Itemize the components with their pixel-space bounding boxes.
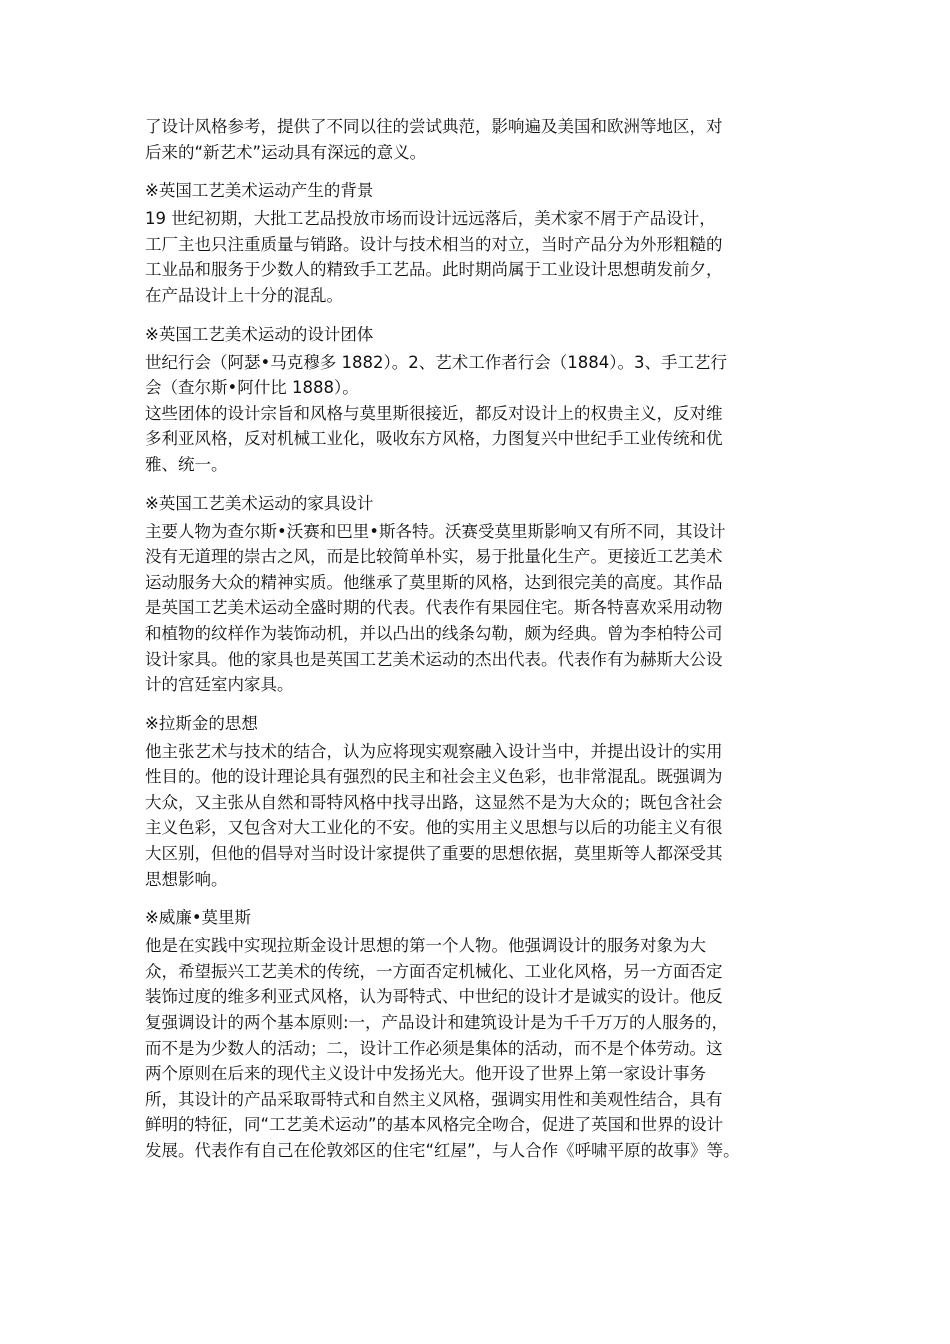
section-heading: ※英国工艺美术运动产生的背景 — [145, 181, 374, 201]
text-line: 鲜明的特征，同“工艺美术运动”的基本风格完全吻合，促进了英国和世界的设计 — [145, 1115, 724, 1135]
text-line: 思想影响。 — [145, 869, 228, 889]
text-line: 这些团体的设计宗旨和风格与莫里斯很接近，都反对设计上的权贵主义，反对维 — [145, 403, 723, 423]
text-line: 而不是为少数人的活动；二，设计工作必须是集体的活动，而不是个体劳动。这 — [145, 1038, 723, 1058]
text-line: 工厂主也只注重质量与销路。设计与技术相当的对立，当时产品分为外形粗糙的 — [145, 234, 723, 254]
section-heading: ※英国工艺美术运动的家具设计 — [145, 493, 374, 513]
section-heading: ※英国工艺美术运动的设计团体 — [145, 324, 374, 344]
text-line: 主要人物为查尔斯•沃赛和巴里•斯各特。沃赛受莫里斯影响又有所不同，其设计 — [145, 521, 726, 541]
text-line: 会（查尔斯•阿什比 1888）。 — [145, 378, 359, 398]
text-line: 所，其设计的产品采取哥特式和自然主义风格，强调实用性和美观性结合，具有 — [145, 1089, 723, 1109]
section-ruskin — [145, 712, 810, 893]
section-morris — [145, 906, 810, 1163]
text-line: 雅、统一。 — [145, 454, 228, 474]
text-line: 后来的“新艺术”运动具有深远的意义。 — [145, 142, 427, 162]
text-line: 多利亚风格，反对机械工业化，吸收东方风格，力图复兴中世纪手工业传统和优 — [145, 429, 723, 449]
text-line: 和植物的纹样作为装饰动机，并以凸出的线条勾勒，颇为经典。曾为李柏特公司 — [145, 623, 723, 643]
section-heading: ※拉斯金的思想 — [145, 713, 258, 733]
text-line: 工业品和服务于少数人的精致手工艺品。此时期尚属于工业设计思想萌发前夕， — [145, 260, 723, 280]
text-line: 设计家具。他的家具也是英国工艺美术运动的杰出代表。代表作有为赫斯大公设 — [145, 649, 723, 669]
text-line: 两个原则在后来的现代主义设计中发扬光大。他开设了世界上第一家设计事务 — [145, 1064, 706, 1084]
text-line: 运动服务大众的精神实质。他继承了莫里斯的风格，达到很完美的高度。其作品 — [145, 572, 723, 592]
text-line: 在产品设计上十分的混乱。 — [145, 285, 343, 305]
text-line: 大区别，但他的倡导对当时设计家提供了重要的思想依据，莫里斯等人都深受其 — [145, 844, 723, 864]
text-line: 性目的。他的设计理论具有强烈的民主和社会主义色彩，也非常混乱。既强调为 — [145, 767, 723, 787]
text-line: 装饰过度的维多利亚式风格，认为哥特式、中世纪的设计才是诚实的设计。他反 — [145, 987, 723, 1007]
text-line: 发展。代表作有自己在伦敦郊区的住宅“红屋”，与人合作《呼啸平原的故事》等。 — [145, 1141, 740, 1160]
section-heading: ※威廉•莫里斯 — [145, 908, 252, 928]
section-design-groups — [145, 323, 810, 478]
text-line: 计的宫廷室内家具。 — [145, 675, 294, 695]
intro-paragraph — [145, 114, 810, 165]
text-line: 19 世纪初期，大批工艺品投放市场而设计远远落后，美术家不屑于产品设计， — [145, 209, 716, 229]
text-line: 他主张艺术与技术的结合，认为应将现实观察融入设计当中，并提出设计的实用 — [145, 741, 723, 761]
text-line: 大众，又主张从自然和哥特风格中找寻出路，这显然不是为大众的；既包含社会 — [145, 792, 723, 812]
document-page — [145, 114, 810, 1178]
text-line: 世纪行会（阿瑟•马克穆多 1882）。2、艺术工作者行会（1884）。3、手工艺行 — [145, 352, 727, 372]
text-line: 是英国工艺美术运动全盛时期的代表。代表作有果园住宅。斯各特喜欢采用动物 — [145, 598, 723, 618]
text-line: 没有无道理的崇古之风，而是比较简单朴实，易于批量化生产。更接近工艺美术 — [145, 547, 723, 567]
text-line: 众，希望振兴工艺美术的传统，一方面否定机械化、工业化风格，另一方面否定 — [145, 961, 723, 981]
text-line: 了设计风格参考，提供了不同以往的尝试典范，影响遍及美国和欧洲等地区，对 — [145, 117, 723, 136]
text-line: 他是在实践中实现拉斯金设计思想的第一个人物。他强调设计的服务对象为大 — [145, 936, 706, 956]
section-background — [145, 179, 810, 308]
section-furniture-design — [145, 492, 810, 698]
text-line: 复强调设计的两个基本原则:一，产品设计和建筑设计是为千千万万的人服务的， — [145, 1013, 729, 1033]
text-line: 主义色彩，又包含对大工业化的不安。他的实用主义思想与以后的功能主义有很 — [145, 818, 723, 838]
